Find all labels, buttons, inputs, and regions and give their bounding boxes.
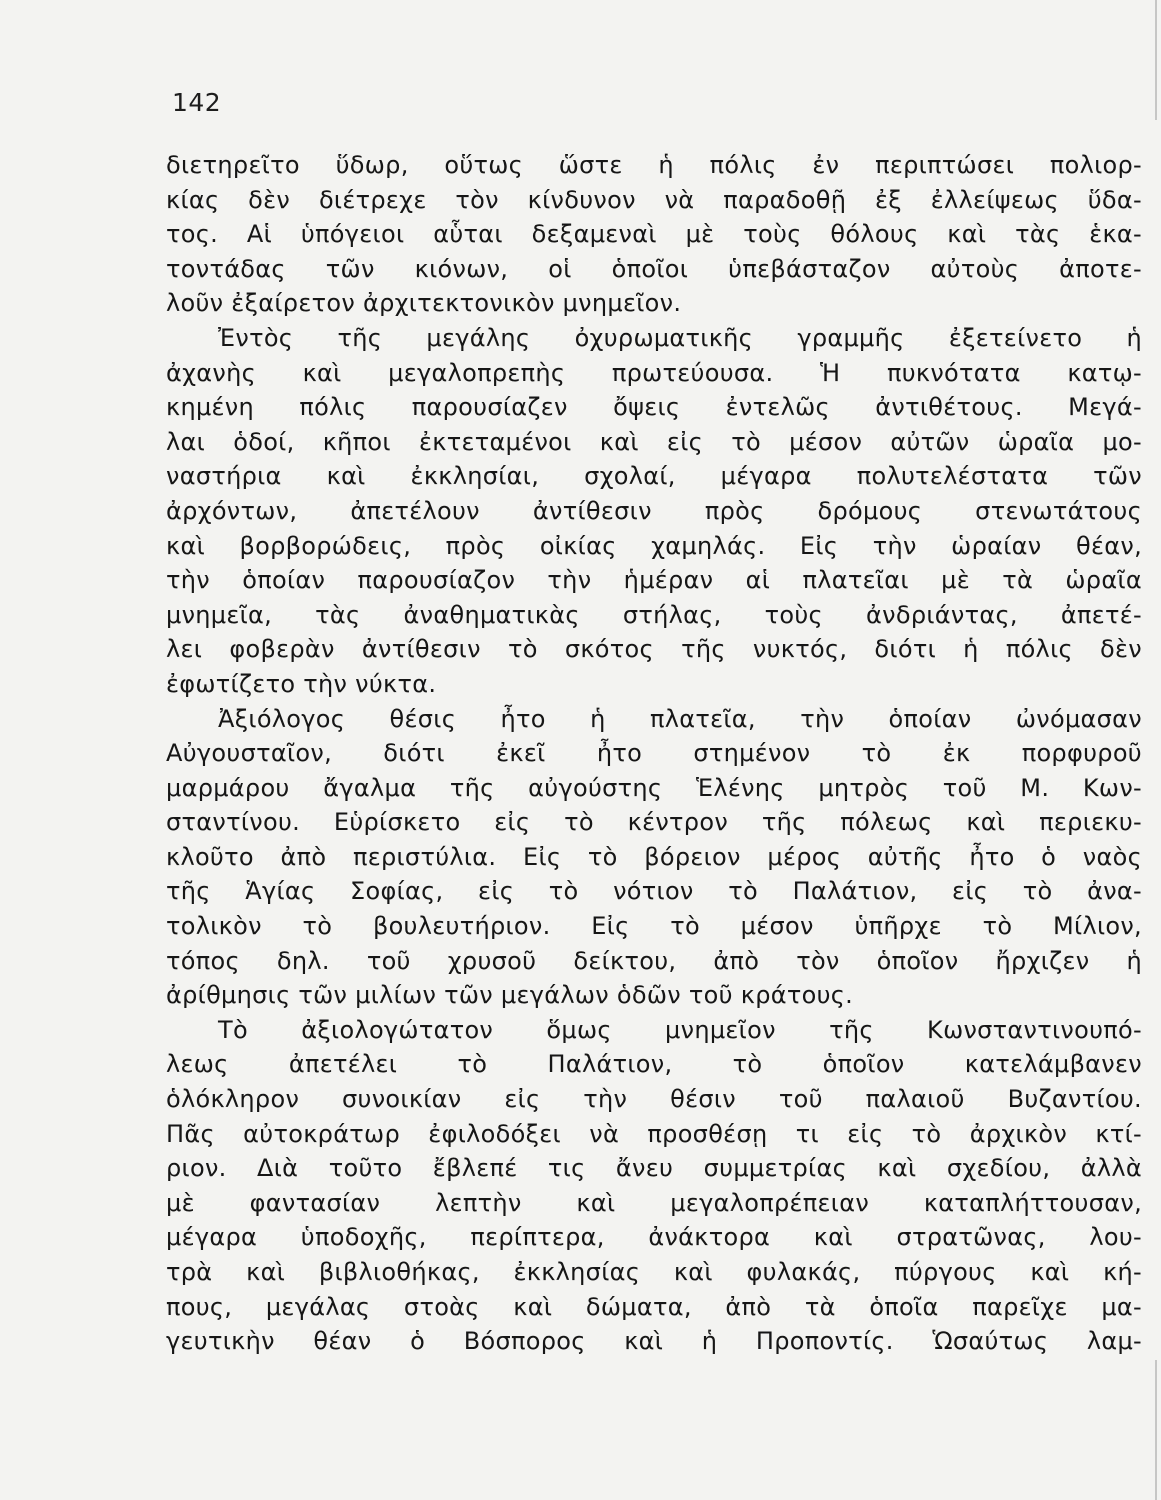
text-line: λει φοβερὰν ἀντίθεσιν τὸ σκότος τῆς νυκτός, διότι ἡ πόλις δὲν bbox=[166, 635, 1142, 664]
scan-edge-mark bbox=[1155, 1360, 1157, 1500]
text-line: τρὰ καὶ βιβλιοθήκας, ἐκκλησίας καὶ φυλακάς, πύργους καὶ κή- bbox=[166, 1258, 1142, 1286]
scan-edge-mark bbox=[1155, 0, 1157, 120]
text-line: πους, μεγάλας στοὰς καὶ δώματα, ἀπὸ τὰ ὁποῖα παρεῖχε μα- bbox=[166, 1292, 1142, 1321]
text-line: Αὐγουσταῖον, διότι ἐκεῖ ἦτο στημένον τὸ ἐκ πορφυροῦ bbox=[166, 739, 1142, 768]
text-line: καὶ βορβορώδεις, πρὸς οἰκίας χαμηλάς. Εἰς τὴν ὡραίαν θέαν, bbox=[166, 531, 1142, 560]
text-line: τὴν ὁποίαν παρουσίαζον τὴν ἡμέραν αἱ πλατεῖαι μὲ τὰ ὡραῖα bbox=[166, 566, 1142, 595]
text-line: ἐφωτίζετο τὴν νύκτα. bbox=[166, 669, 437, 698]
text-line: Τὸ ἀξιολογώτατον ὅμως μνημεῖον τῆς Κωνσταντινουπό- bbox=[218, 1015, 1142, 1044]
text-line: ριον. Διὰ τοῦτο ἔβλεπέ τις ἄνευ συμμετρίας καὶ σχεδίου, ἀλλὰ bbox=[166, 1154, 1142, 1183]
text-line: σταντίνου. Εὑρίσκετο εἰς τὸ κέντρον τῆς πόλεως καὶ περιεκυ- bbox=[166, 808, 1142, 837]
text-line: Ἀξιόλογος θέσις ἦτο ἡ πλατεῖα, τὴν ὁποίαν ὠνόμασαν bbox=[218, 704, 1142, 733]
text-line: ναστήρια καὶ ἐκκλησίαι, σχολαί, μέγαρα πολυτελέστατα τῶν bbox=[166, 462, 1142, 491]
text-line: τῆς Ἁγίας Σοφίας, εἰς τὸ νότιον τὸ Παλάτιον, εἰς τὸ ἀνα- bbox=[166, 877, 1142, 906]
text-line: τοντάδας τῶν κιόνων, οἱ ὁποῖοι ὑπεβάσταζον αὐτοὺς ἀποτε- bbox=[166, 254, 1142, 283]
text-line: γευτικὴν θέαν ὁ Βόσπορος καὶ ἡ Προποντίς. Ὡσαύτως λαμ- bbox=[166, 1327, 1142, 1356]
text-line: μαρμάρου ἄγαλμα τῆς αὐγούστης Ἑλένης μητρὸς τοῦ Μ. Κων- bbox=[166, 773, 1142, 802]
text-line: ἀχανὴς καὶ μεγαλοπρεπὴς πρωτεύουσα. Ἡ πυκνότατα κατῳ- bbox=[166, 358, 1142, 387]
text-line: κίας δὲν διέτρεχε τὸν κίνδυνον νὰ παραδοθῇ ἐξ ἐλλείψεως ὕδα- bbox=[166, 185, 1142, 214]
text-line: Πᾶς αὐτοκράτωρ ἐφιλοδόξει νὰ προσθέσῃ τι εἰς τὸ ἀρχικὸν κτί- bbox=[166, 1119, 1142, 1148]
text-line: λαι ὁδοί, κῆποι ἐκτεταμένοι καὶ εἰς τὸ μέσον αὐτῶν ὡραῖα μο- bbox=[166, 427, 1142, 456]
text-line: ἀρίθμησις τῶν μιλίων τῶν μεγάλων ὁδῶν τοῦ κράτους. bbox=[166, 981, 854, 1010]
text-line: λοῦν ἐξαίρετον ἀρχιτεκτονικὸν μνημεῖον. bbox=[166, 289, 682, 318]
text-line: μνημεῖα, τὰς ἀναθηματικὰς στήλας, τοὺς ἀνδριάντας, ἀπετέ- bbox=[166, 600, 1142, 629]
text-line: κημένη πόλις παρουσίαζεν ὄψεις ἐντελῶς ἀντιθέτους. Μεγά- bbox=[166, 393, 1142, 422]
text-line: μὲ φαντασίαν λεπτὴν καὶ μεγαλοπρέπειαν καταπλήττουσαν, bbox=[166, 1188, 1142, 1217]
text-line: Ἐντὸς τῆς μεγάλης ὀχυρωματικῆς γραμμῆς ἐξετείνετο ἡ bbox=[218, 323, 1142, 352]
text-line: τόπος δηλ. τοῦ χρυσοῦ δείκτου, ἀπὸ τὸν ὁποῖον ἤρχιζεν ἡ bbox=[166, 946, 1142, 975]
text-line: τολικὸν τὸ βουλευτήριον. Εἰς τὸ μέσον ὑπῆρχε τὸ Μίλιον, bbox=[166, 912, 1142, 941]
text-line: διετηρεῖτο ὕδωρ, οὕτως ὥστε ἡ πόλις ἐν περιπτώσει πολιορ- bbox=[166, 151, 1142, 179]
text-line: ἀρχόντων, ἀπετέλουν ἀντίθεσιν πρὸς δρόμους στενωτάτους bbox=[166, 496, 1142, 525]
text-line: τος. Αἱ ὑπόγειοι αὗται δεξαμεναὶ μὲ τοὺς θόλους καὶ τὰς ἑκα- bbox=[166, 220, 1142, 249]
body-text bbox=[166, 148, 1142, 1359]
text-line: κλοῦτο ἀπὸ περιστύλια. Εἰς τὸ βόρειον μέρος αὐτῆς ἦτο ὁ ναὸς bbox=[166, 842, 1142, 871]
text-line: μέγαρα ὑποδοχῆς, περίπτερα, ἀνάκτορα καὶ στρατῶνας, λου- bbox=[166, 1223, 1142, 1252]
text-line: ὁλόκληρον συνοικίαν εἰς τὴν θέσιν τοῦ παλαιοῦ Βυζαντίου. bbox=[166, 1085, 1142, 1114]
page-number: 142 bbox=[172, 88, 222, 117]
text-line: λεως ἀπετέλει τὸ Παλάτιον, τὸ ὁποῖον κατελάμβανεν bbox=[166, 1050, 1142, 1079]
